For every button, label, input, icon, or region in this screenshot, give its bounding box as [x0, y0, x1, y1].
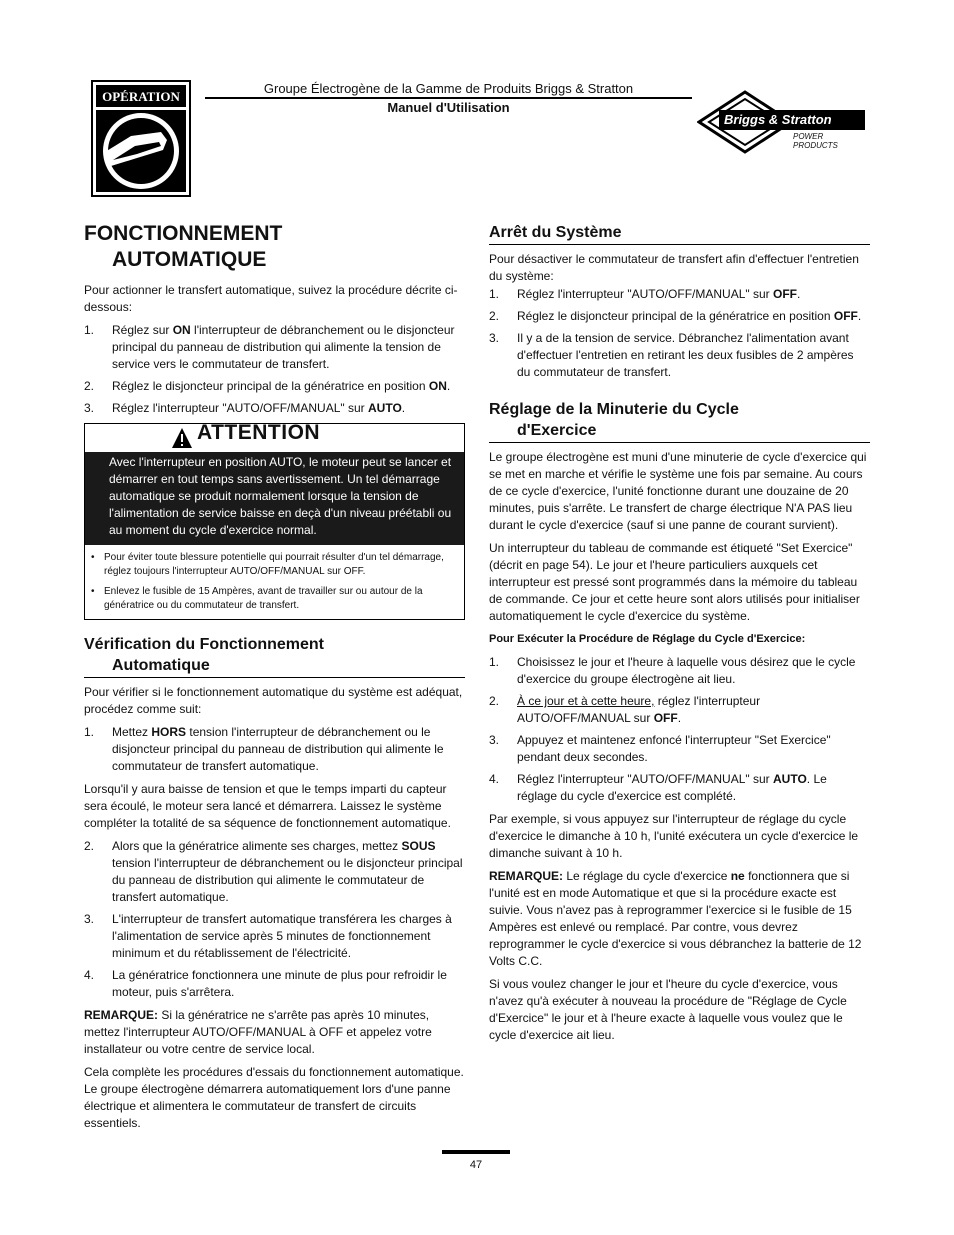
header-subtitle: Manuel d'Utilisation: [387, 100, 510, 115]
reglage-note: REMARQUE: Le réglage du cycle d'exercice ne fonctionnera que si l'unité est en mode Automatique et que si la procédure exacte est suivie. Vous n'avez pas à reprogrammer l'exercice si le fusible de 15 Ampères est enlevé ou remplacé. Par contre, vous devrez reprogrammer le cycle d'exercice si vous débranchez la batterie de 12 Volts C.C.: [489, 869, 862, 968]
procedure-title: Pour Exécuter la Procédure de Réglage du Cycle d'Exercice:: [489, 633, 806, 645]
reglage-p3: Par exemple, si vous appuyez sur l'interrupteur de réglage du cycle d'exercice le dimanche à 10 h, l'unité exécutera un cycle d'exercice le dimanche suivant à 10 h.: [489, 812, 859, 860]
list-item: 4. Réglez l'interrupteur "AUTO/OFF/MANUAL" sur AUTO. Le réglage du cycle d'exercice est complété.: [489, 772, 827, 803]
list-item: 2. Alors que la génératrice alimente ses charges, mettez SOUS tension l'interrupteur de débranchement ou le disjoncteur principal du panneau de distribution qui alimente le commutateur de transfert automatique.: [84, 839, 463, 904]
section-title-arret: Arrêt du Système: [489, 222, 870, 245]
page-number: 47: [469, 1159, 483, 1171]
list-item: 2. Réglez le disjoncteur principal de la génératrice en position OFF.: [489, 309, 862, 323]
list-item: 3. Il y a de la tension de service. Débranchez l'alimentation avant d'effectuer l'entretien en retirant les deux fusibles de 2 ampères du commutateur de transfert.: [489, 331, 854, 379]
page-bar: [442, 1150, 510, 1154]
header-rule: [205, 97, 692, 99]
list-item: 3. Réglez l'interrupteur "AUTO/OFF/MANUAL" sur AUTO.: [84, 401, 406, 415]
right-column: [489, 222, 870, 1050]
operation-badge: [91, 80, 191, 197]
attention-title: ATTENTION: [197, 421, 321, 444]
reglage-p1: Le groupe électrogène est muni d'une minuterie de cycle d'exercice qui se met en marche et vérifie le système une fois par semaine. Au cours de ce cycle d'exercice, l'unité fonctionne durant une douzaine de 20 minutes, puis s'arrête. Le transfert de charge électrique N'A PAS lieu durant le cycle d'exercice (sauf si une panne de courant survient).: [489, 450, 867, 532]
list-item: 3. Appuyez et maintenez enfoncé l'interrupteur "Set Exercice" pendant deux secondes.: [489, 733, 831, 764]
list-item: 1. Choisissez le jour et l'heure à laquelle vous désirez que le cycle d'exercice du groupe électrogène ait lieu.: [489, 655, 856, 686]
reglage-p4: Si vous voulez changer le jour et l'heure du cycle d'exercice, vous n'avez qu'à exécuter à nouveau la procédure de "Réglage de Cycle d'Exercice" le jour et à l'heure exacte à laquelle vous voulez que le cycle d'exercice ait lieu.: [489, 977, 847, 1042]
list-item: 1. Mettez HORS tension l'interrupteur de débranchement ou le disjoncteur principal du panneau de distribution qui alimente le commutateur de transfert automatique.: [84, 725, 444, 773]
attention-bullets: [85, 545, 464, 619]
badge-label: OPÉRATION: [102, 89, 180, 104]
verif-para: Lorsqu'il y aura baisse de tension et que le temps imparti du capteur sera écoulé, le moteur sera lancé et démarrera. Laissez le système compléter la totalité de sa séquence de fonctionnement automatique.: [84, 782, 451, 830]
briggs-logo: [697, 90, 869, 154]
arret-intro: Pour désactiver le commutateur de transfert afin d'effectuer l'entretien du système:: [489, 252, 859, 283]
list-item: 4. La génératrice fonctionnera une minute de plus pour refroidir le moteur, puis s'arrêtera.: [84, 968, 447, 999]
list-item: • Pour éviter toute blessure potentielle qui pourrait résulter d'un tel démarrage, réglez toujours l'interrupteur AUTO/OFF/MANUAL sur OFF.: [91, 552, 444, 577]
list-item: 2. Réglez le disjoncteur principal de la génératrice en position ON.: [84, 379, 451, 393]
verif-closing: Cela complète les procédures d'essais du fonctionnement automatique. Le groupe électrogène démarrera automatiquement lors d'une panne électrique et alimentera le commutateur de transfert de circuits essentiels.: [84, 1065, 464, 1130]
logo-text: Briggs & Stratton: [724, 112, 832, 127]
verif-note: REMARQUE: Si la génératrice ne s'arrête pas après 10 minutes, mettez l'interrupteur AUTO/OFF/MANUAL à OFF et appelez votre installateur ou votre centre de service local.: [84, 1008, 432, 1056]
reglage-p2: Un interrupteur du tableau de commande est étiqueté "Set Exercice" (décrit en page 54). Le jour et l'heure particuliers auxquels cet interrupteur est pressé sont programmés dans la mémoire du tableau de commande. Ce jour et cette heure sont alors utilisés pour initialiser automatiquement le cycle d'exercice du système.: [489, 541, 860, 623]
list-item: • Enlevez le fusible de 15 Ampères, avant de travailler sur ou autour de la génératrice ou du commutateur de transfert.: [91, 586, 423, 611]
arret-steps: [489, 286, 870, 381]
attention-warning: Avec l'interrupteur en position AUTO, le moteur peut se lancer et démarrer en tout temps sans avertissement. Un tel démarrage automatique se produit normalement lorsque la tension de l'alimentation de service baisse en deçà d'un niveau préétabli ou au moment du cycle d'exercice normal.: [85, 452, 464, 545]
list-item: 3. L'interrupteur de transfert automatique transférera les charges à l'alimentation de service après 5 minutes de fonctionnement minimum et du rétablissement de l'électricité.: [84, 912, 452, 960]
verif-intro: Pour vérifier si le fonctionnement automatique du système est adéquat, procédez comme suit:: [84, 685, 463, 716]
warning-icon: [171, 427, 193, 449]
section-title-verification: Vérification du Fonctionnement Automatique: [84, 634, 465, 678]
header-title: Groupe Électrogène de la Gamme de Produits Briggs & Stratton: [263, 81, 634, 96]
list-item: 1. Réglez l'interrupteur "AUTO/OFF/MANUAL" sur OFF.: [489, 287, 801, 301]
title-line-1: FONCTIONNEMENT: [84, 222, 283, 245]
left-column: [84, 221, 465, 1138]
intro-text: Pour actionner le transfert automatique, suivez la procédure décrite ci-dessous:: [84, 283, 458, 314]
attention-box: [84, 423, 465, 620]
section-title-reglage: Réglage de la Minuterie du Cycle d'Exercice: [489, 399, 870, 443]
list-item: 2. À ce jour et à cette heure, réglez l'interrupteur AUTO/OFF/MANUAL sur OFF.: [489, 694, 761, 725]
auto-steps: [84, 322, 465, 417]
section-title-fonctionnement: [84, 221, 465, 273]
title-line-2: AUTOMATIQUE: [112, 248, 267, 271]
logo-subtext: POWER PRODUCTS: [793, 132, 838, 150]
reglage-steps: [489, 654, 870, 805]
list-item: 1. Réglez sur ON l'interrupteur de débranchement ou le disjoncteur principal du panneau de distribution qui alimente la tension de service vers le commutateur de transfert.: [84, 323, 455, 371]
